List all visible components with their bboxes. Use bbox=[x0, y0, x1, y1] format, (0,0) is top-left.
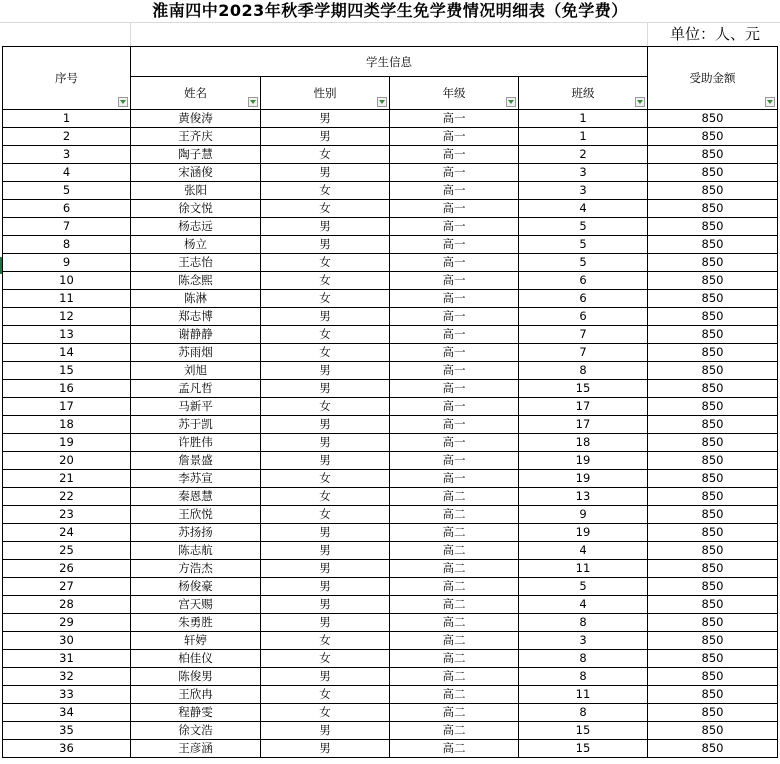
cell-grade[interactable]: 高一 bbox=[390, 128, 519, 146]
cell-gender[interactable]: 男 bbox=[261, 362, 390, 380]
cell-name[interactable]: 朱勇胜 bbox=[131, 614, 261, 632]
cell-class[interactable]: 9 bbox=[519, 506, 648, 524]
cell-grade[interactable]: 高一 bbox=[390, 398, 519, 416]
cell-class[interactable]: 19 bbox=[519, 452, 648, 470]
cell-seq[interactable]: 17 bbox=[3, 398, 131, 416]
cell-class[interactable]: 1 bbox=[519, 110, 648, 128]
cell-name[interactable]: 苏于凯 bbox=[131, 416, 261, 434]
filter-dropdown-icon[interactable] bbox=[248, 97, 258, 107]
unit-label: 单位：人、元 bbox=[669, 25, 760, 43]
table-row bbox=[3, 578, 778, 596]
cell-seq[interactable]: 30 bbox=[3, 632, 131, 650]
cell-seq[interactable]: 24 bbox=[3, 524, 131, 542]
cell-gender[interactable]: 男 bbox=[261, 596, 390, 614]
cell-class[interactable]: 4 bbox=[519, 542, 648, 560]
cell-seq[interactable]: 34 bbox=[3, 704, 131, 722]
cell-name[interactable]: 李苏宣 bbox=[131, 470, 261, 488]
header-name-label: 姓名 bbox=[184, 86, 207, 100]
cell-gender[interactable]: 女 bbox=[261, 200, 390, 218]
table-row bbox=[3, 668, 778, 686]
table-row bbox=[3, 650, 778, 668]
cell-amount[interactable]: 850 bbox=[648, 362, 778, 380]
cell-class[interactable]: 1 bbox=[519, 128, 648, 146]
cell-amount[interactable]: 850 bbox=[648, 326, 778, 344]
cell-amount[interactable]: 850 bbox=[648, 146, 778, 164]
cell-name[interactable]: 黄俊涛 bbox=[131, 110, 261, 128]
table-row bbox=[3, 200, 778, 218]
header-class-label: 班级 bbox=[571, 86, 595, 100]
cell-seq[interactable]: 18 bbox=[3, 416, 131, 434]
cell-gender[interactable]: 男 bbox=[261, 524, 390, 542]
table-row bbox=[3, 326, 778, 344]
cell-grade[interactable]: 高二 bbox=[390, 632, 519, 650]
cell-grade[interactable]: 高二 bbox=[390, 506, 519, 524]
cell-seq[interactable]: 33 bbox=[3, 686, 131, 704]
cell-amount[interactable]: 850 bbox=[648, 398, 778, 416]
table-row bbox=[3, 524, 778, 542]
cell-class[interactable]: 17 bbox=[519, 398, 648, 416]
cell-gender[interactable]: 男 bbox=[261, 578, 390, 596]
cell-grade[interactable]: 高二 bbox=[390, 722, 519, 740]
cell-gender[interactable]: 男 bbox=[261, 218, 390, 236]
header-amount-label: 受助金额 bbox=[689, 71, 736, 85]
table-row bbox=[3, 362, 778, 380]
table-row bbox=[3, 506, 778, 524]
cell-amount[interactable]: 850 bbox=[648, 632, 778, 650]
cell-grade[interactable]: 高一 bbox=[390, 344, 519, 362]
cell-class[interactable]: 13 bbox=[519, 488, 648, 506]
cell-class[interactable]: 8 bbox=[519, 668, 648, 686]
cell-name[interactable]: 陈俊男 bbox=[131, 668, 261, 686]
cell-seq[interactable]: 7 bbox=[3, 218, 131, 236]
cell-amount[interactable]: 850 bbox=[648, 434, 778, 452]
cell-class[interactable]: 5 bbox=[519, 236, 648, 254]
cell-seq[interactable]: 10 bbox=[3, 272, 131, 290]
cell-amount[interactable]: 850 bbox=[648, 596, 778, 614]
cell-grade[interactable]: 高一 bbox=[390, 434, 519, 452]
cell-amount[interactable]: 850 bbox=[648, 578, 778, 596]
filter-dropdown-icon[interactable] bbox=[118, 97, 128, 107]
cell-name[interactable]: 宋涵俊 bbox=[131, 164, 261, 182]
cell-class[interactable]: 2 bbox=[519, 146, 648, 164]
table-row bbox=[3, 218, 778, 236]
cell-gender[interactable]: 女 bbox=[261, 398, 390, 416]
cell-seq[interactable]: 9 bbox=[3, 254, 131, 272]
cell-gender[interactable]: 女 bbox=[261, 506, 390, 524]
cell-grade[interactable]: 高二 bbox=[390, 524, 519, 542]
table-row bbox=[3, 128, 778, 146]
cell-seq[interactable]: 16 bbox=[3, 380, 131, 398]
cell-gender[interactable]: 女 bbox=[261, 254, 390, 272]
cell-gender[interactable]: 女 bbox=[261, 146, 390, 164]
cell-amount[interactable]: 850 bbox=[648, 470, 778, 488]
cell-amount[interactable]: 850 bbox=[648, 506, 778, 524]
table-row bbox=[3, 452, 778, 470]
table-row bbox=[3, 380, 778, 398]
cell-gender[interactable]: 女 bbox=[261, 488, 390, 506]
cell-amount[interactable]: 850 bbox=[648, 182, 778, 200]
cell-seq[interactable]: 35 bbox=[3, 722, 131, 740]
cell-name[interactable]: 苏雨烟 bbox=[131, 344, 261, 362]
cell-grade[interactable]: 高一 bbox=[390, 416, 519, 434]
cell-gender[interactable]: 男 bbox=[261, 308, 390, 326]
cell-amount[interactable]: 850 bbox=[648, 128, 778, 146]
cell-class[interactable]: 3 bbox=[519, 182, 648, 200]
table-row bbox=[3, 308, 778, 326]
cell-grade[interactable]: 高二 bbox=[390, 614, 519, 632]
cell-class[interactable]: 8 bbox=[519, 614, 648, 632]
table-row bbox=[3, 344, 778, 362]
cell-name[interactable]: 许胜伟 bbox=[131, 434, 261, 452]
cell-name[interactable]: 王志怡 bbox=[131, 254, 261, 272]
cell-gender[interactable]: 男 bbox=[261, 164, 390, 182]
cell-name[interactable]: 陈志航 bbox=[131, 542, 261, 560]
cell-grade[interactable]: 高二 bbox=[390, 488, 519, 506]
cell-amount[interactable]: 850 bbox=[648, 290, 778, 308]
header-seq-label: 序号 bbox=[55, 71, 78, 85]
cell-amount[interactable]: 850 bbox=[648, 344, 778, 362]
cell-seq[interactable]: 28 bbox=[3, 596, 131, 614]
cell-grade[interactable]: 高二 bbox=[390, 740, 519, 758]
cell-amount[interactable]: 850 bbox=[648, 704, 778, 722]
table-row bbox=[3, 164, 778, 182]
cell-name[interactable]: 柏佳仪 bbox=[131, 650, 261, 668]
cell-grade[interactable]: 高二 bbox=[390, 686, 519, 704]
header-gender[interactable] bbox=[261, 77, 390, 110]
table-row bbox=[3, 416, 778, 434]
cell-name[interactable]: 张阳 bbox=[131, 182, 261, 200]
cell-seq[interactable]: 14 bbox=[3, 344, 131, 362]
cell-amount[interactable]: 850 bbox=[648, 272, 778, 290]
cell-gender[interactable]: 男 bbox=[261, 110, 390, 128]
cell-gender[interactable]: 男 bbox=[261, 128, 390, 146]
cell-name[interactable]: 郑志博 bbox=[131, 308, 261, 326]
cell-grade[interactable]: 高一 bbox=[390, 146, 519, 164]
cell-name[interactable]: 王欣悦 bbox=[131, 506, 261, 524]
header-amount[interactable] bbox=[648, 47, 778, 110]
cell-amount[interactable]: 850 bbox=[648, 740, 778, 758]
cell-grade[interactable]: 高二 bbox=[390, 596, 519, 614]
cell-gender[interactable]: 男 bbox=[261, 614, 390, 632]
cell-seq[interactable]: 2 bbox=[3, 128, 131, 146]
data-table bbox=[2, 46, 778, 758]
table-row bbox=[3, 560, 778, 578]
cell-class[interactable]: 8 bbox=[519, 704, 648, 722]
cell-name[interactable]: 陶子慧 bbox=[131, 146, 261, 164]
cell-amount[interactable]: 850 bbox=[648, 110, 778, 128]
cell-seq[interactable]: 36 bbox=[3, 740, 131, 758]
cell-name[interactable]: 秦恩慧 bbox=[131, 488, 261, 506]
filter-dropdown-icon[interactable] bbox=[506, 97, 516, 107]
table-row bbox=[3, 686, 778, 704]
cell-class[interactable]: 6 bbox=[519, 272, 648, 290]
cell-name[interactable]: 苏扬扬 bbox=[131, 524, 261, 542]
header-gender-label: 性别 bbox=[313, 86, 337, 100]
cell-seq[interactable]: 1 bbox=[3, 110, 131, 128]
cell-grade[interactable]: 高一 bbox=[390, 452, 519, 470]
cell-amount[interactable]: 850 bbox=[648, 650, 778, 668]
table-row bbox=[3, 398, 778, 416]
cell-amount[interactable]: 850 bbox=[648, 164, 778, 182]
cell-name[interactable]: 宫天赐 bbox=[131, 596, 261, 614]
cell-amount[interactable]: 850 bbox=[648, 254, 778, 272]
table-row bbox=[3, 236, 778, 254]
cell-grade[interactable]: 高一 bbox=[390, 308, 519, 326]
cell-name[interactable]: 陈淋 bbox=[131, 290, 261, 308]
cell-seq[interactable]: 23 bbox=[3, 506, 131, 524]
cell-grade[interactable]: 高一 bbox=[390, 272, 519, 290]
table-row bbox=[3, 146, 778, 164]
table-row bbox=[3, 704, 778, 722]
cell-class[interactable]: 11 bbox=[519, 560, 648, 578]
cell-amount[interactable]: 850 bbox=[648, 308, 778, 326]
cell-gender[interactable]: 男 bbox=[261, 434, 390, 452]
table-body bbox=[3, 110, 778, 758]
cell-class[interactable]: 15 bbox=[519, 740, 648, 758]
cell-class[interactable]: 4 bbox=[519, 200, 648, 218]
cell-class[interactable]: 11 bbox=[519, 686, 648, 704]
cell-grade[interactable]: 高一 bbox=[390, 164, 519, 182]
cell-gender[interactable]: 女 bbox=[261, 632, 390, 650]
cell-gender[interactable]: 男 bbox=[261, 452, 390, 470]
cell-name[interactable]: 马新平 bbox=[131, 398, 261, 416]
cell-seq[interactable]: 4 bbox=[3, 164, 131, 182]
cell-gender[interactable]: 女 bbox=[261, 290, 390, 308]
cell-gender[interactable]: 女 bbox=[261, 704, 390, 722]
cell-class[interactable]: 15 bbox=[519, 380, 648, 398]
cell-amount[interactable]: 850 bbox=[648, 722, 778, 740]
cell-class[interactable]: 4 bbox=[519, 596, 648, 614]
header-seq[interactable] bbox=[3, 47, 131, 110]
cell-class[interactable]: 5 bbox=[519, 254, 648, 272]
cell-amount[interactable]: 850 bbox=[648, 488, 778, 506]
gridline bbox=[130, 22, 131, 46]
cell-amount[interactable]: 850 bbox=[648, 614, 778, 632]
cell-grade[interactable]: 高二 bbox=[390, 650, 519, 668]
cell-class[interactable]: 8 bbox=[519, 650, 648, 668]
gridline bbox=[647, 22, 648, 46]
cell-name[interactable]: 徐文悦 bbox=[131, 200, 261, 218]
cell-seq[interactable]: 12 bbox=[3, 308, 131, 326]
cell-amount[interactable]: 850 bbox=[648, 416, 778, 434]
cell-gender[interactable]: 男 bbox=[261, 560, 390, 578]
cell-grade[interactable]: 高一 bbox=[390, 254, 519, 272]
cell-grade[interactable]: 高一 bbox=[390, 326, 519, 344]
cell-grade[interactable]: 高一 bbox=[390, 290, 519, 308]
cell-grade[interactable]: 高一 bbox=[390, 218, 519, 236]
cell-class[interactable]: 18 bbox=[519, 434, 648, 452]
cell-amount[interactable]: 850 bbox=[648, 524, 778, 542]
cell-grade[interactable]: 高一 bbox=[390, 182, 519, 200]
cell-gender[interactable]: 女 bbox=[261, 344, 390, 362]
cell-gender[interactable]: 男 bbox=[261, 380, 390, 398]
cell-name[interactable]: 杨立 bbox=[131, 236, 261, 254]
cell-seq[interactable]: 19 bbox=[3, 434, 131, 452]
cell-class[interactable]: 6 bbox=[519, 290, 648, 308]
cell-gender[interactable]: 男 bbox=[261, 668, 390, 686]
cell-gender[interactable]: 女 bbox=[261, 650, 390, 668]
cell-class[interactable]: 3 bbox=[519, 632, 648, 650]
cell-gender[interactable]: 男 bbox=[261, 236, 390, 254]
cell-class[interactable]: 5 bbox=[519, 578, 648, 596]
table-row bbox=[3, 596, 778, 614]
table-row bbox=[3, 470, 778, 488]
table-row bbox=[3, 740, 778, 758]
cell-name[interactable]: 杨俊豪 bbox=[131, 578, 261, 596]
filter-dropdown-icon[interactable] bbox=[377, 97, 387, 107]
cell-class[interactable]: 7 bbox=[519, 326, 648, 344]
cell-gender[interactable]: 女 bbox=[261, 470, 390, 488]
filter-dropdown-icon[interactable] bbox=[765, 97, 775, 107]
cell-seq[interactable]: 29 bbox=[3, 614, 131, 632]
cell-class[interactable]: 19 bbox=[519, 524, 648, 542]
table-row bbox=[3, 722, 778, 740]
cell-class[interactable]: 8 bbox=[519, 362, 648, 380]
header-class[interactable] bbox=[519, 77, 648, 110]
cell-seq[interactable]: 3 bbox=[3, 146, 131, 164]
cell-gender[interactable]: 女 bbox=[261, 686, 390, 704]
cell-name[interactable]: 王齐庆 bbox=[131, 128, 261, 146]
cell-name[interactable]: 王彦涵 bbox=[131, 740, 261, 758]
cell-name[interactable]: 方浩杰 bbox=[131, 560, 261, 578]
cell-class[interactable]: 6 bbox=[519, 308, 648, 326]
cell-seq[interactable]: 31 bbox=[3, 650, 131, 668]
cell-grade[interactable]: 高二 bbox=[390, 578, 519, 596]
cell-grade[interactable]: 高一 bbox=[390, 380, 519, 398]
cell-amount[interactable]: 850 bbox=[648, 668, 778, 686]
cell-name[interactable]: 谢静静 bbox=[131, 326, 261, 344]
cell-class[interactable]: 3 bbox=[519, 164, 648, 182]
cell-name[interactable]: 孟凡哲 bbox=[131, 380, 261, 398]
header-student-info bbox=[131, 47, 648, 77]
cell-seq[interactable]: 6 bbox=[3, 200, 131, 218]
cell-name[interactable]: 轩婷 bbox=[131, 632, 261, 650]
cell-class[interactable]: 19 bbox=[519, 470, 648, 488]
cell-class[interactable]: 17 bbox=[519, 416, 648, 434]
cell-class[interactable]: 7 bbox=[519, 344, 648, 362]
cell-grade[interactable]: 高二 bbox=[390, 668, 519, 686]
cell-grade[interactable]: 高二 bbox=[390, 560, 519, 578]
gridline bbox=[0, 22, 780, 23]
header-name[interactable] bbox=[131, 77, 261, 110]
cell-amount[interactable]: 850 bbox=[648, 218, 778, 236]
cell-name[interactable]: 詹景盛 bbox=[131, 452, 261, 470]
cell-amount[interactable]: 850 bbox=[648, 560, 778, 578]
cell-seq[interactable]: 20 bbox=[3, 452, 131, 470]
cell-seq[interactable]: 22 bbox=[3, 488, 131, 506]
cell-grade[interactable]: 高一 bbox=[390, 362, 519, 380]
cell-amount[interactable]: 850 bbox=[648, 380, 778, 398]
table-row bbox=[3, 254, 778, 272]
cell-amount[interactable]: 850 bbox=[648, 686, 778, 704]
cell-gender[interactable]: 女 bbox=[261, 182, 390, 200]
cell-name[interactable]: 王欣冉 bbox=[131, 686, 261, 704]
table-row bbox=[3, 614, 778, 632]
cell-gender[interactable]: 女 bbox=[261, 272, 390, 290]
table-row bbox=[3, 272, 778, 290]
cell-name[interactable]: 陈念熙 bbox=[131, 272, 261, 290]
cell-grade[interactable]: 高一 bbox=[390, 110, 519, 128]
table-row bbox=[3, 542, 778, 560]
cell-name[interactable]: 刘旭 bbox=[131, 362, 261, 380]
cell-grade[interactable]: 高一 bbox=[390, 470, 519, 488]
cell-seq[interactable]: 26 bbox=[3, 560, 131, 578]
table-row bbox=[3, 290, 778, 308]
header-student-info-label: 学生信息 bbox=[366, 54, 412, 69]
table-row bbox=[3, 632, 778, 650]
filter-dropdown-icon[interactable] bbox=[635, 97, 645, 107]
cell-grade[interactable]: 高一 bbox=[390, 236, 519, 254]
cell-gender[interactable]: 女 bbox=[261, 326, 390, 344]
table-row bbox=[3, 434, 778, 452]
cell-grade[interactable]: 高一 bbox=[390, 200, 519, 218]
cell-gender[interactable]: 男 bbox=[261, 416, 390, 434]
cell-amount[interactable]: 850 bbox=[648, 542, 778, 560]
table-row bbox=[3, 110, 778, 128]
cell-seq[interactable]: 32 bbox=[3, 668, 131, 686]
cell-grade[interactable]: 高二 bbox=[390, 704, 519, 722]
cell-grade[interactable]: 高二 bbox=[390, 542, 519, 560]
cell-name[interactable]: 程静雯 bbox=[131, 704, 261, 722]
cell-seq[interactable]: 15 bbox=[3, 362, 131, 380]
cell-seq[interactable]: 5 bbox=[3, 182, 131, 200]
cell-class[interactable]: 15 bbox=[519, 722, 648, 740]
cell-name[interactable]: 徐文浩 bbox=[131, 722, 261, 740]
cell-gender[interactable]: 男 bbox=[261, 740, 390, 758]
sheet-title: 淮南四中2023年秋季学期四类学生免学费情况明细表（免学费） bbox=[152, 1, 628, 20]
cell-seq[interactable]: 11 bbox=[3, 290, 131, 308]
header-grade[interactable] bbox=[390, 77, 519, 110]
cell-name[interactable]: 杨志远 bbox=[131, 218, 261, 236]
cell-amount[interactable]: 850 bbox=[648, 236, 778, 254]
cell-seq[interactable]: 21 bbox=[3, 470, 131, 488]
cell-seq[interactable]: 25 bbox=[3, 542, 131, 560]
cell-amount[interactable]: 850 bbox=[648, 452, 778, 470]
cell-seq[interactable]: 27 bbox=[3, 578, 131, 596]
cell-gender[interactable]: 男 bbox=[261, 542, 390, 560]
cell-gender[interactable]: 男 bbox=[261, 722, 390, 740]
header-grade-label: 年级 bbox=[442, 86, 466, 100]
table-row bbox=[3, 488, 778, 506]
cell-seq[interactable]: 13 bbox=[3, 326, 131, 344]
cell-seq[interactable]: 8 bbox=[3, 236, 131, 254]
cell-amount[interactable]: 850 bbox=[648, 200, 778, 218]
cell-class[interactable]: 5 bbox=[519, 218, 648, 236]
table-row bbox=[3, 182, 778, 200]
